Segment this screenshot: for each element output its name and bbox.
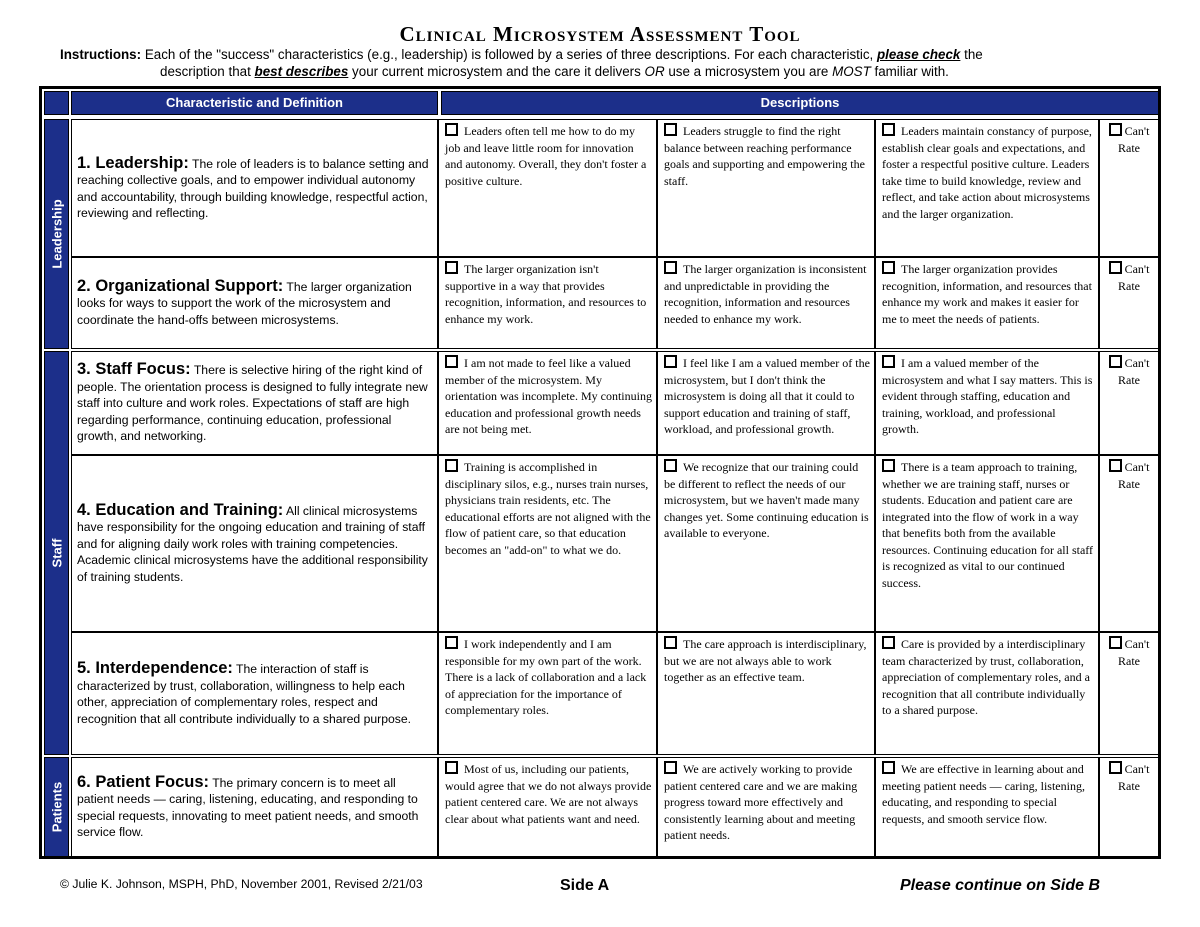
instructions-text-4: your current microsystem and the care it delivers [348, 64, 645, 79]
instructions-text-2: the [960, 47, 983, 62]
description-option[interactable]: Most of us, including our patients, would agree that we do not always provide patient centered care. We are not always clear about what patients want and need. [438, 757, 657, 857]
page-title: Clinical Microsystem Assessment Tool [399, 22, 801, 46]
checkbox[interactable] [882, 355, 895, 368]
checkbox[interactable] [445, 636, 458, 649]
cant-rate-option[interactable]: Can't Rate [1099, 119, 1159, 257]
checkbox[interactable] [1109, 123, 1122, 136]
checkbox[interactable] [1109, 636, 1122, 649]
checkbox[interactable] [664, 761, 677, 774]
checkbox[interactable] [882, 123, 895, 136]
instructions-label: Instructions: [60, 47, 142, 62]
description-option[interactable]: The larger organization isn't supportive in a way that provides recognition, information, and resources to enhance my work. [438, 257, 657, 349]
checkbox[interactable] [664, 636, 677, 649]
description-option[interactable]: The larger organization is inconsistent and unpredictable in providing the recognition, information and resources needed to enhance my work. [657, 257, 875, 349]
description-option[interactable]: I am not made to feel like a valued member of the microsystem. My orientation was incomplete. My continuing education and professional growth needs are not being met. [438, 351, 657, 455]
section-label-leadership: Leadership [44, 119, 69, 349]
instructions-text-3: description that [160, 64, 255, 79]
checkbox[interactable] [1109, 761, 1122, 774]
assessment-table [39, 86, 1161, 859]
instructions-most: MOST [832, 64, 871, 79]
description-option[interactable]: There is a team approach to training, whether we are training staff, nurses or students. Education and patient care are integrated into the flow of work in a way that benefits both from the available resources. Continuing education for all staff is recognized as vital to our continued success. [875, 455, 1099, 632]
description-option[interactable]: Leaders maintain constancy of purpose, establish clear goals and expectations, and foster a respectful positive culture. Leaders take time to build knowledge, review and reflect, and take action about microsystems and the larger organization. [875, 119, 1099, 257]
description-option[interactable]: We are effective in learning about and meeting patient needs — caring, listening, educating, and responding to special requests, and smooth service flow. [875, 757, 1099, 857]
section-label-patients: Patients [44, 757, 69, 857]
instructions-or: OR [644, 64, 665, 79]
checkbox[interactable] [882, 636, 895, 649]
checkbox[interactable] [882, 459, 895, 472]
checkbox[interactable] [882, 261, 895, 274]
header-corner [44, 91, 69, 115]
checkbox[interactable] [445, 459, 458, 472]
characteristic-organizational-support: 2. Organizational Support: The larger organization looks for ways to support the work of the microsystem and coordinate the hand-offs between microsystems. [71, 257, 438, 349]
checkbox[interactable] [664, 123, 677, 136]
checkbox[interactable] [664, 355, 677, 368]
checkbox[interactable] [445, 761, 458, 774]
characteristic-interdependence: 5. Interdependence: The interaction of staff is characterized by trust, collaboration, willingness to help each other, appreciation of complementary roles, respect and recognition that all contribute individually to a shared purpose. [71, 632, 438, 755]
instructions-emphasis-best: best describes [254, 64, 349, 79]
cant-rate-option[interactable]: Can't Rate [1099, 632, 1159, 755]
copyright: © Julie K. Johnson, MSPH, PhD, November 2001, Revised 2/21/03 [60, 877, 423, 891]
checkbox[interactable] [445, 261, 458, 274]
instructions [60, 46, 1140, 80]
checkbox[interactable] [445, 355, 458, 368]
cant-rate-option[interactable]: Can't Rate [1099, 351, 1159, 455]
checkbox[interactable] [664, 459, 677, 472]
characteristic-patient-focus: 6. Patient Focus: The primary concern is to meet all patient needs — caring, listening, educating, and responding to special requests, innovating to meet patient needs, and smooth service flow. [71, 757, 438, 857]
cant-rate-option[interactable]: Can't Rate [1099, 257, 1159, 349]
characteristic-leadership: 1. Leadership: The role of leaders is to balance setting and reaching collective goals, and to empower individual autonomy and accountability, through building knowledge, respectful action, reviewing and reflecting. [71, 119, 438, 257]
description-option[interactable]: Leaders often tell me how to do my job and leave little room for innovation and autonomy. Overall, they don't foster a positive culture. [438, 119, 657, 257]
description-option[interactable]: I feel like I am a valued member of the microsystem, but I don't think the microsystem is doing all that it could to support education and training of staff, workload, and professional growth. [657, 351, 875, 455]
description-option[interactable]: We recognize that our training could be different to reflect the needs of our microsystem, but we haven't made many changes yet. Some continuing education is available to everyone. [657, 455, 875, 632]
cant-rate-option[interactable]: Can't Rate [1099, 455, 1159, 632]
description-option[interactable]: Care is provided by a interdisciplinary team characterized by trust, collaboration, appreciation of complementary roles, and a recognition that all contribute individually to a shared purpose. [875, 632, 1099, 755]
side-label: Side A [560, 877, 610, 894]
description-option[interactable]: I work independently and I am responsible for my own part of the work. There is a lack of collaboration and a lack of appreciation for the importance of complementary roles. [438, 632, 657, 755]
instructions-text-1: Each of the "success" characteristics (e.g., leadership) is followed by a series of three descriptions. For each characteristic, [141, 47, 877, 62]
header-characteristic: Characteristic and Definition [71, 91, 438, 115]
instructions-text-5: use a microsystem you are [664, 64, 833, 79]
characteristic-staff-focus: 3. Staff Focus: There is selective hiring of the right kind of people. The orientation process is designed to fully integrate new staff into culture and work roles. Expectations of staff are high regarding performance, continuing education, professional growth, and networking. [71, 351, 438, 455]
section-label-staff: Staff [44, 351, 69, 755]
cant-rate-option[interactable]: Can't Rate [1099, 757, 1159, 857]
description-option[interactable]: We are actively working to provide patient centered care and we are making progress toward more effectively and consistently learning about and meeting patient needs. [657, 757, 875, 857]
instructions-text-6: familiar with. [870, 64, 949, 79]
description-option[interactable]: The care approach is interdisciplinary, but we are not always able to work together as an effective team. [657, 632, 875, 755]
description-option[interactable]: The larger organization provides recognition, information, and resources that enhance my work and makes it easier for me to meet the needs of patients. [875, 257, 1099, 349]
description-option[interactable]: Training is accomplished in disciplinary silos, e.g., nurses train nurses, physicians train residents, etc. The educational efforts are not aligned with the flow of patient care, so that education becomes an "add-on" to what we do. [438, 455, 657, 632]
description-option[interactable]: I am a valued member of the microsystem and what I say matters. This is evident through staffing, education and training, workload, and professional growth. [875, 351, 1099, 455]
instructions-emphasis-check: please check [877, 47, 961, 62]
checkbox[interactable] [664, 261, 677, 274]
checkbox[interactable] [1109, 355, 1122, 368]
header-descriptions: Descriptions [441, 91, 1159, 115]
characteristic-education-training: 4. Education and Training: All clinical microsystems have responsibility for the ongoing education and training of staff and for aligning daily work roles with training competencies. Academic clinical microsystems have the additional responsibility of training students. [71, 455, 438, 632]
checkbox[interactable] [882, 761, 895, 774]
description-option[interactable]: Leaders struggle to find the right balance between reaching performance goals and supporting and empowering the staff. [657, 119, 875, 257]
checkbox[interactable] [445, 123, 458, 136]
checkbox[interactable] [1109, 459, 1122, 472]
checkbox[interactable] [1109, 261, 1122, 274]
continue-note: Please continue on Side B [900, 877, 1101, 894]
